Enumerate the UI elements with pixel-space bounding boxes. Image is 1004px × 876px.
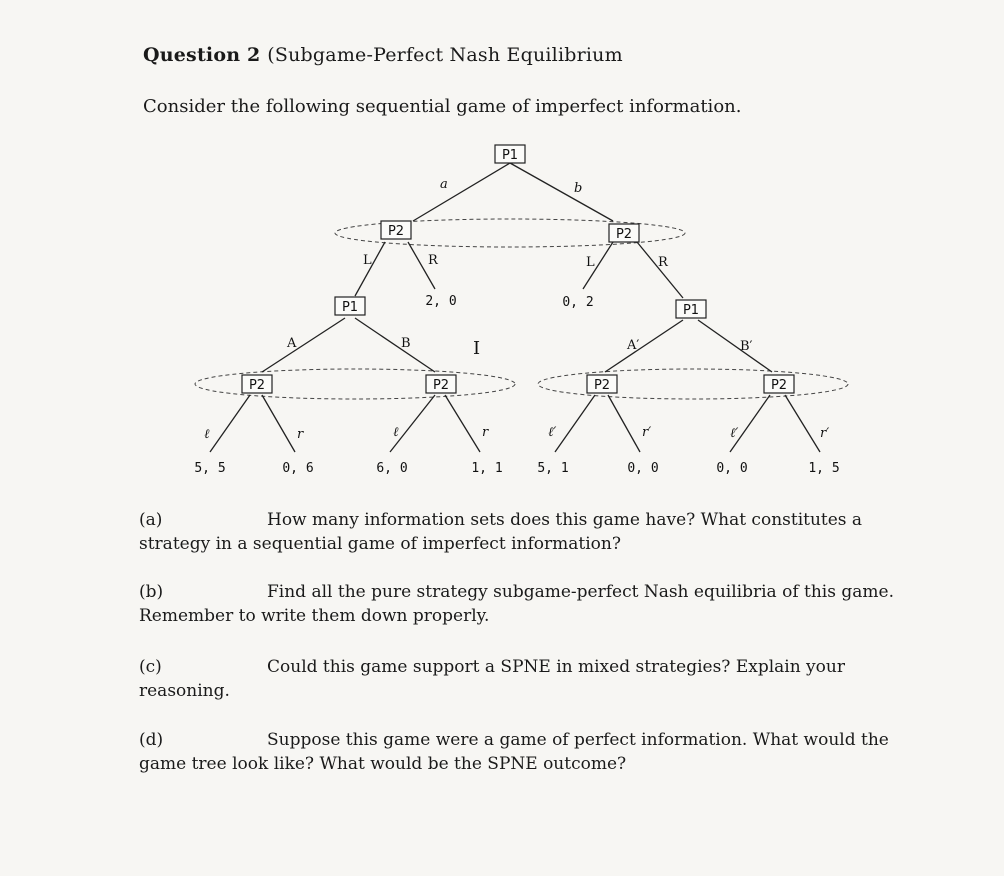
node-root (495, 145, 525, 163)
svg-text:P1: P1 (341, 300, 359, 315)
action-L-left: L (363, 253, 372, 268)
action-r-4: r′ (820, 426, 830, 441)
intro-text: Consider the following sequential game of imperfect information. (143, 96, 742, 117)
action-r-3: r′ (642, 425, 652, 440)
edge-l-2 (390, 395, 435, 452)
node-p2-left (381, 221, 411, 239)
action-B-prime: B′ (740, 339, 753, 354)
question-tag: (d) (139, 730, 164, 750)
edge-l-4 (730, 395, 770, 452)
edge-b (510, 163, 613, 221)
question-text: Could this game support a SPNE in mixed strategies? Explain your reasoning. (139, 657, 845, 701)
edge-a (413, 163, 510, 221)
payoff-terminal-5: 5, 1 (537, 461, 569, 476)
node-p1-left (335, 297, 365, 315)
node-p2-bottom-3 (587, 375, 617, 393)
action-A-prime: A′ (627, 338, 640, 353)
node-p2-bottom-4 (764, 375, 794, 393)
svg-text:P2: P2 (615, 227, 633, 242)
edge-r-1 (262, 395, 295, 452)
svg-text:P2: P2 (432, 378, 450, 393)
payoff-terminal-4: 1, 1 (471, 461, 503, 476)
question-text: Find all the pure strategy subgame-perfect Nash equilibria of this game. Remember to write them down properly. (139, 582, 894, 626)
action-R-left: R (428, 253, 438, 268)
edge-r-2 (445, 395, 480, 452)
action-r-2: r (482, 425, 489, 440)
edge-l-3 (555, 395, 595, 452)
edge-A (262, 318, 345, 372)
action-R-right: R (658, 255, 668, 270)
edge-R-right (637, 242, 683, 298)
edge-r-3 (608, 395, 640, 452)
action-B: B (401, 336, 411, 351)
question-b (139, 580, 899, 628)
payoff-terminal-1: 5, 5 (194, 461, 226, 476)
svg-text:P2: P2 (387, 224, 405, 239)
payoff-L-right: 0, 2 (562, 295, 594, 310)
edge-B (355, 318, 435, 372)
edge-L-left (355, 242, 385, 296)
question-tag: (c) (139, 657, 162, 677)
edge-A-prime (605, 320, 683, 372)
question-a (139, 508, 899, 556)
svg-text:P2: P2 (770, 378, 788, 393)
question-tag: (b) (139, 582, 164, 602)
info-set-bottom-right (538, 369, 848, 399)
action-a: a (440, 177, 448, 192)
node-p1-right (676, 300, 706, 318)
action-l-3: ℓ′ (548, 425, 557, 440)
svg-text:P1: P1 (682, 303, 700, 318)
node-p2-bottom-2 (426, 375, 456, 393)
action-l-1: ℓ (204, 427, 210, 442)
question-c (139, 655, 899, 703)
node-p2-right (609, 224, 639, 242)
svg-text:P1: P1 (501, 148, 519, 163)
action-b: b (574, 181, 583, 196)
payoff-terminal-8: 1, 5 (808, 461, 840, 476)
svg-text:P2: P2 (248, 378, 266, 393)
question-d (139, 728, 899, 776)
payoff-terminal-2: 0, 6 (282, 461, 314, 476)
payoff-terminal-3: 6, 0 (376, 461, 408, 476)
payoff-terminal-6: 0, 0 (627, 461, 659, 476)
question-subtitle: (Subgame-Perfect Nash Equilibrium (267, 44, 623, 66)
payoff-R-left: 2, 0 (425, 294, 457, 309)
question-text: How many information sets does this game have? What constitutes a strategy in a sequential game of imperfect information? (139, 510, 863, 554)
action-r-1: r (297, 427, 304, 442)
edge-B-prime (698, 320, 772, 372)
payoff-terminal-7: 0, 0 (716, 461, 748, 476)
question-number: Question 2 (143, 44, 261, 66)
action-l-4: ℓ′ (730, 426, 739, 441)
question-tag: (a) (139, 510, 163, 530)
edge-r-4 (785, 395, 820, 452)
question-text: Suppose this game were a game of perfect information. What would the game tree look like? What would be the SPNE outcome? (139, 730, 889, 774)
node-p2-bottom-1 (242, 375, 272, 393)
action-L-right: L (586, 255, 595, 270)
svg-text:P2: P2 (593, 378, 611, 393)
info-set-label: I (473, 338, 481, 359)
edge-l-1 (210, 395, 250, 452)
action-l-2: ℓ (393, 425, 399, 440)
action-A: A (287, 336, 297, 351)
